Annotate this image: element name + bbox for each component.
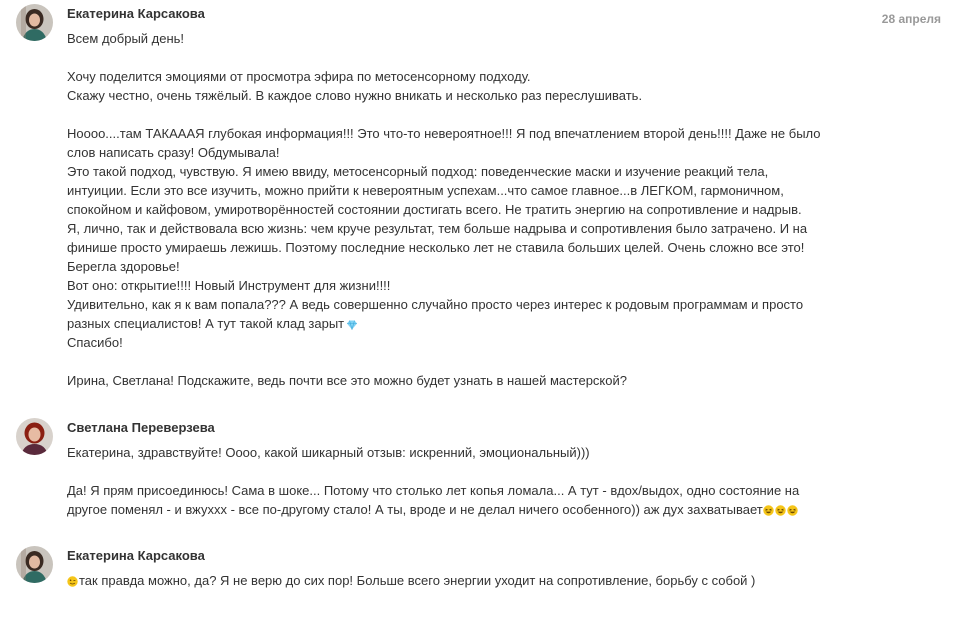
comment-line: Всем добрый день! bbox=[67, 31, 185, 46]
comment-line: слов написать сразу! Обдумывала! bbox=[67, 145, 280, 160]
comment-line: Спасибо! bbox=[67, 335, 123, 350]
blank-line bbox=[67, 105, 867, 124]
comment-text bbox=[67, 443, 867, 519]
comment-line: Нoooo....там ТАКАААЯ глубокая информация!!! Это что-то невероятное!!! Я под впечатлением второй день!!!! Даже не было bbox=[67, 126, 821, 141]
comment-line bbox=[67, 314, 867, 333]
comment-line: Екатерина, здравствуйте! Оооо, какой шикарный отзыв: искренний, эмоциональный))) bbox=[67, 445, 590, 460]
comment-line-text: так правда можно, да? Я не верю до сих пор! Больше всего энергии уходит на сопротивление, борьбу с собой ) bbox=[79, 573, 756, 588]
laughing-emoji-icon bbox=[787, 505, 798, 516]
comment-text bbox=[67, 29, 867, 390]
comment-line: Я, лично, так и действовала всю жизнь: чем круче результат, тем больше надрыва и сопротивления было затрачено. И на bbox=[67, 221, 808, 236]
comment-line: Хочу поделится эмоциями от просмотра эфира по метосенсорному подходу. bbox=[67, 69, 531, 84]
comment-line: финише просто умираешь лежишь. Поэтому последние несколько лет не ставила больших целей. Очень сложно все это! bbox=[67, 240, 805, 255]
blank-line bbox=[67, 352, 867, 371]
comment-line: интуиции. Если это все изучить, можно прийти к невероятным успехам...что самое главное...в ЛЕГКОМ, гармоничном, bbox=[67, 183, 784, 198]
gem-icon bbox=[346, 320, 358, 330]
comment bbox=[0, 540, 978, 610]
winking-emoji-icon bbox=[67, 576, 78, 587]
author-name[interactable]: Светлана Переверзева bbox=[67, 420, 215, 435]
blank-line bbox=[67, 48, 867, 67]
comment-line-text: разных специалистов! А тут такой клад зарыт bbox=[67, 316, 345, 331]
blank-line bbox=[67, 462, 867, 481]
avatar[interactable] bbox=[16, 418, 53, 455]
avatar[interactable] bbox=[16, 4, 53, 41]
comment-line: Да! Я прям присоединюсь! Сама в шоке... Потому что столько лет копья ломала... А тут - вдох/выдох, одно состояние на bbox=[67, 483, 800, 498]
comment-line: спокойном и кайфовом, умиротворённостей состоянии достигать всего. Не тратить энергию на сопротивление и надрыв. bbox=[67, 202, 802, 217]
comment-line: Ирина, Светлана! Подскажите, ведь почти все это можно будет узнать в нашей мастерской? bbox=[67, 373, 627, 388]
comment-date: 28 апреля bbox=[881, 12, 941, 26]
avatar-woman-red-hair-icon bbox=[16, 418, 53, 455]
comment-line: Вот оно: открытие!!!! Новый Инструмент для жизни!!!! bbox=[67, 278, 391, 293]
comment-line: Берегла здоровье! bbox=[67, 259, 180, 274]
avatar-woman-dark-hair-icon bbox=[16, 4, 53, 41]
comment-line bbox=[67, 571, 867, 590]
avatar[interactable] bbox=[16, 546, 53, 583]
comment-line: Это такой подход, чувствую. Я имею ввиду, метосенсорный подход: поведенческие маски и изучение реакций тела, bbox=[67, 164, 769, 179]
comment-line: Скажу честно, очень тяжёлый. В каждое слово нужно вникать и несколько раз переслушивать. bbox=[67, 88, 643, 103]
laughing-emoji-icon bbox=[775, 505, 786, 516]
laughing-emoji-icon bbox=[763, 505, 774, 516]
comment-text bbox=[67, 571, 867, 590]
avatar-woman-dark-hair-icon bbox=[16, 546, 53, 583]
comment-line-text: другое поменял - и вжуххх - все по-другому стало! А ты, вроде и не делал ничего особенного)) аж дух захватывает bbox=[67, 502, 763, 517]
author-name[interactable]: Екатерина Карсакова bbox=[67, 6, 205, 21]
comment bbox=[0, 412, 978, 532]
author-name[interactable]: Екатерина Карсакова bbox=[67, 548, 205, 563]
comment-line bbox=[67, 500, 867, 519]
comment-line: Удивительно, как я к вам попала??? А ведь совершенно случайно просто через интерес к родовым программам и просто bbox=[67, 297, 804, 312]
